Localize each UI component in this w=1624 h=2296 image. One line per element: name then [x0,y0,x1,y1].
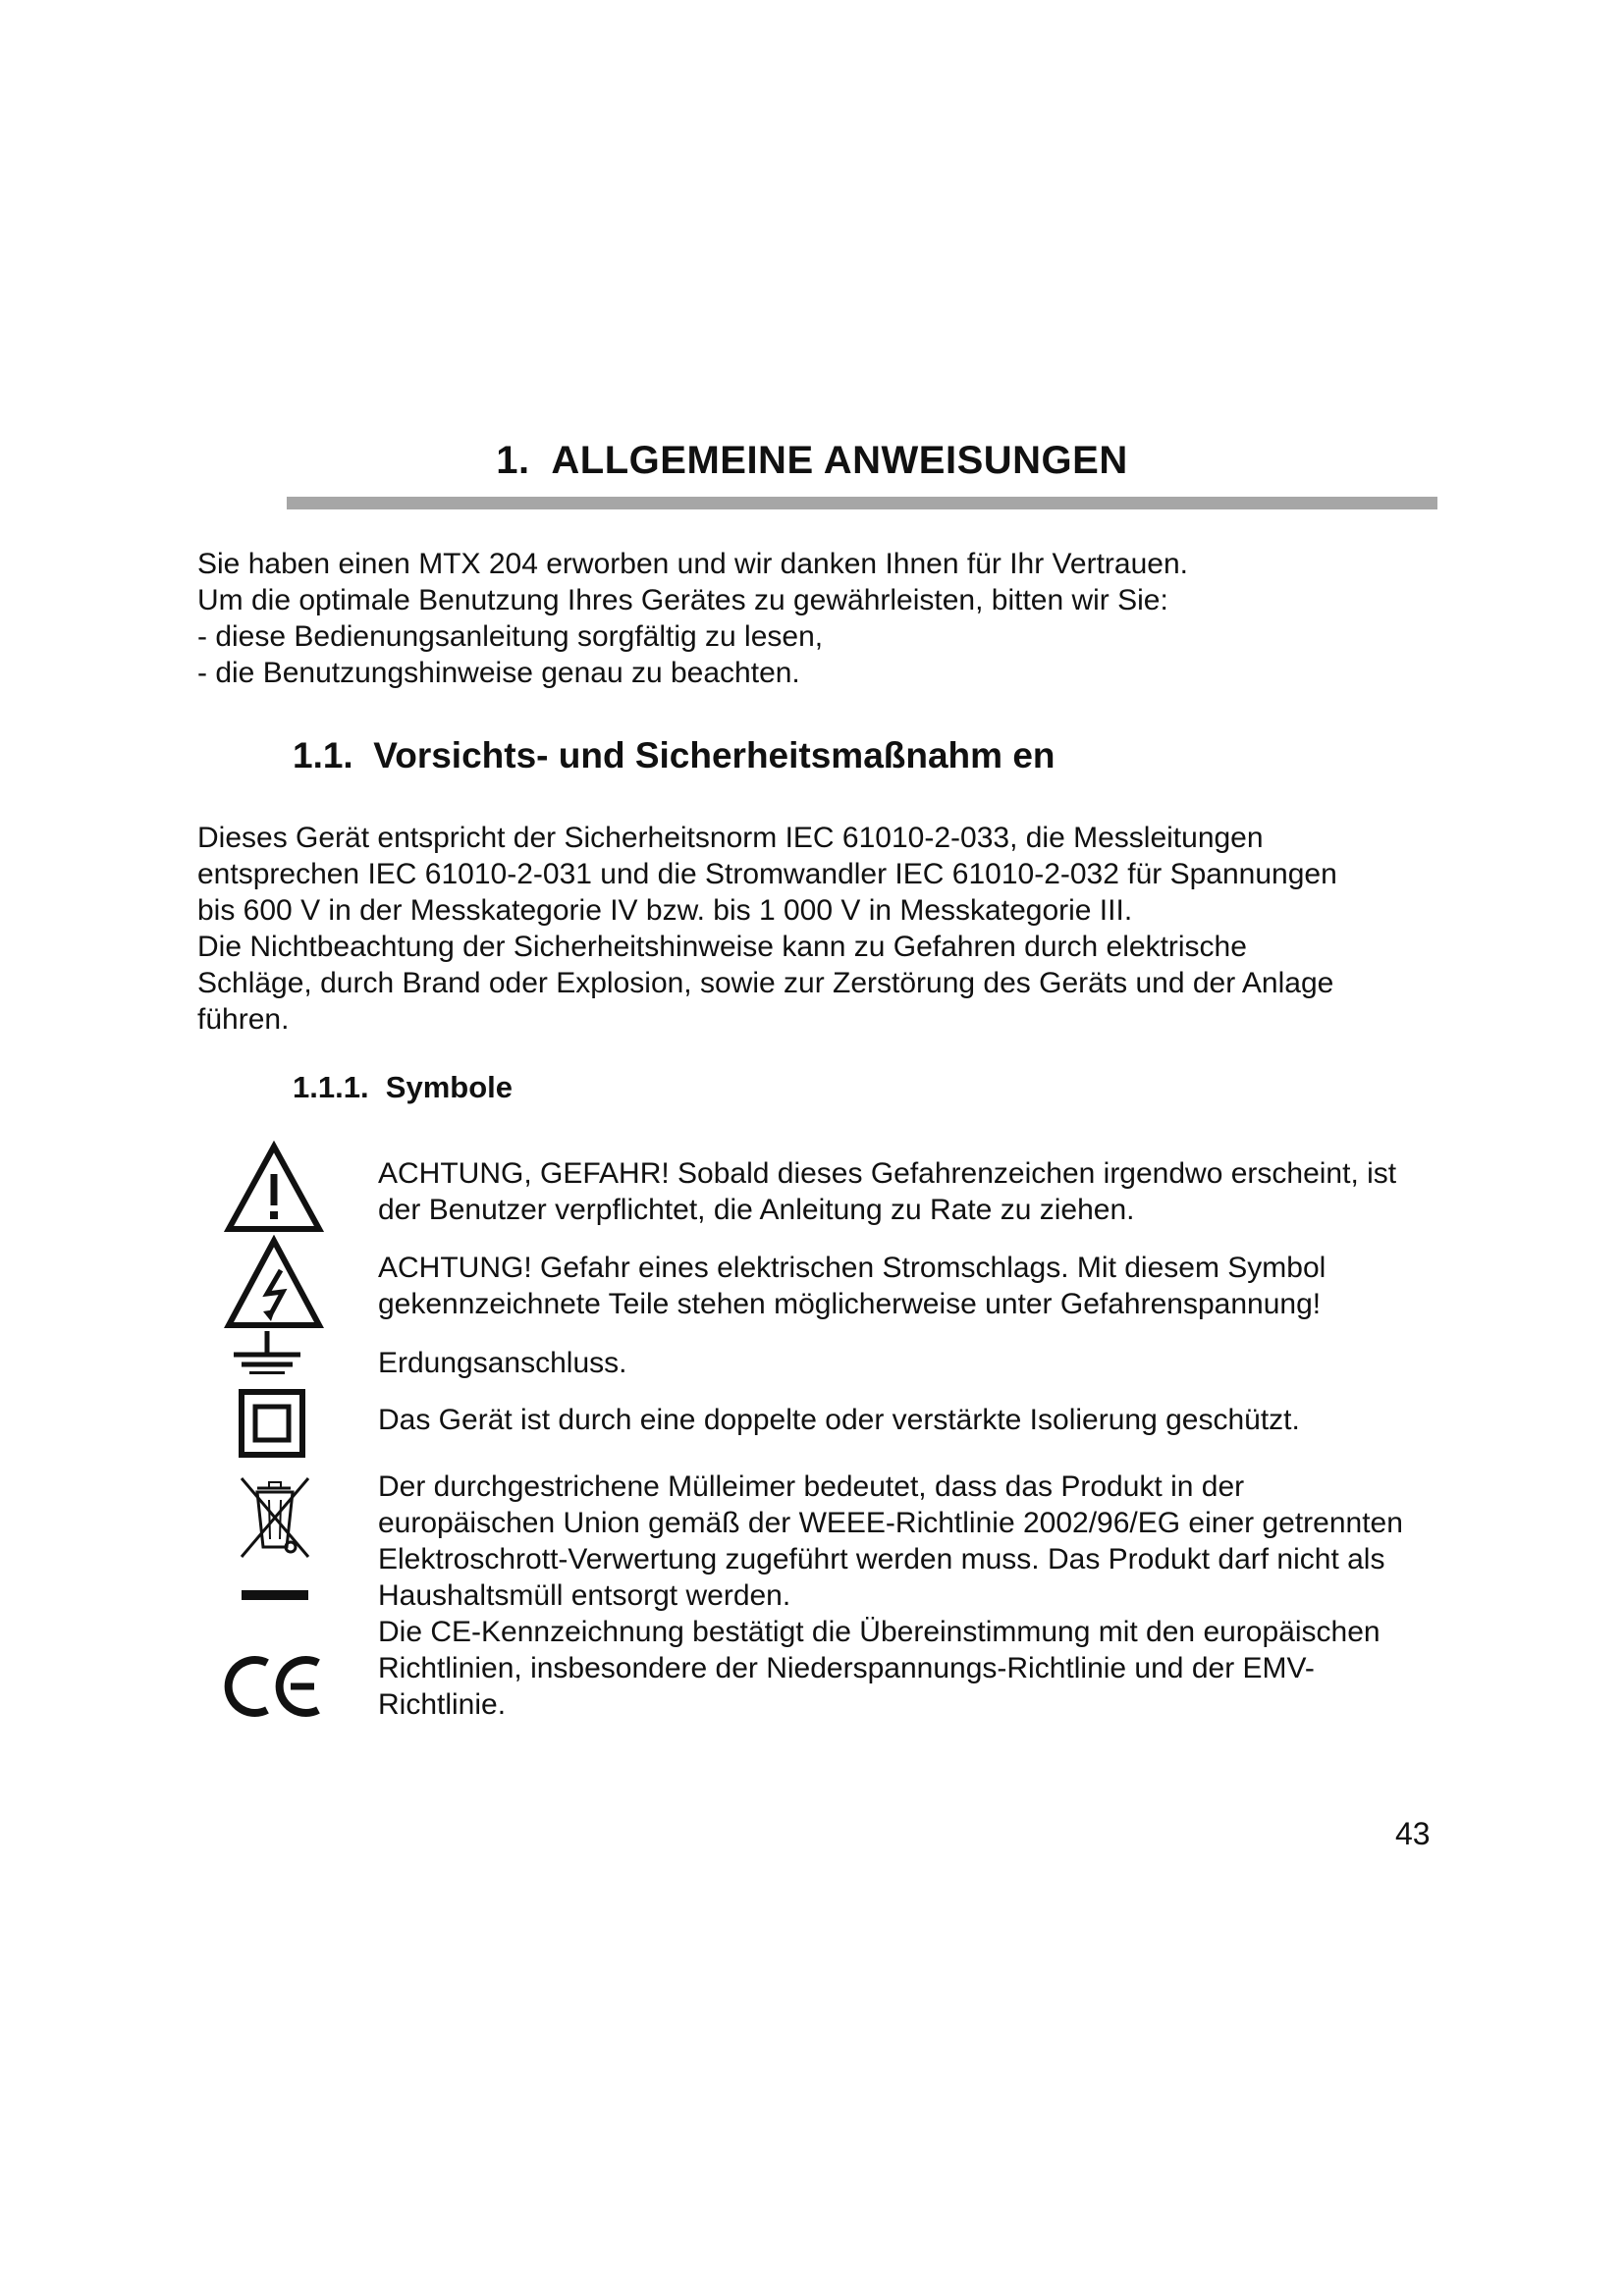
intro-line-3: - diese Bedienungsanleitung sorgfältig zu lesen, [197,620,824,653]
subsection-heading [293,1070,513,1105]
section-line-6: führen. [197,1003,290,1036]
intro-line-4: - die Benutzungshinweise genau zu beachten. [197,657,800,689]
symbol-4-line-1: Das Gerät ist durch eine doppelte oder verstärkte Isolierung geschützt. [378,1404,1300,1436]
symbol-3-line-1: Erdungsanschluss. [378,1347,627,1379]
section-heading [293,735,1056,776]
heading-title: ALLGEMEINE ANWEISUNGEN [551,439,1128,482]
section-title: Vorsichts- und Sicherheitsmaßnahm en [373,735,1056,775]
intro-line-2: Um die optimale Benutzung Ihres Gerätes zu gewährleisten, bitten wir Sie: [197,584,1168,616]
symbol-6-line-3: Richtlinie. [378,1688,507,1721]
ce-mark-icon [224,1653,324,1720]
symbol-6-line-1: Die CE-Kennzeichnung bestätigt die Übereinstimmung mit den europäischen [378,1616,1380,1648]
page-title [0,439,1624,483]
symbol-5-line-2: europäischen Union gemäß der WEEE-Richtlinie 2002/96/EG einer getrennten [378,1507,1403,1539]
heading-underline [287,497,1437,509]
symbol-1-line-2: der Benutzer verpflichtet, die Anleitung zu Rate zu ziehen. [378,1194,1135,1226]
section-line-4: Die Nichtbeachtung der Sicherheitshinweise kann zu Gefahren durch elektrische [197,931,1247,963]
warning-triangle-icon [224,1141,324,1235]
section-line-2: entsprechen IEC 61010-2-031 und die Stromwandler IEC 61010-2-032 für Spannungen [197,858,1337,890]
underline-bar-icon [242,1590,308,1600]
symbol-1-line-1: ACHTUNG, GEFAHR! Sobald dieses Gefahrenzeichen irgendwo erscheint, ist [378,1157,1397,1190]
page-number: 43 [1395,1816,1431,1851]
symbol-5-line-4: Haushaltsmüll entsorgt werden. [378,1579,791,1612]
symbol-2-line-2: gekennzeichnete Teile stehen möglicherweise unter Gefahrenspannung! [378,1288,1322,1320]
section-number: 1.1. [293,735,353,775]
subsection-title: Symbole [385,1070,514,1104]
section-line-5: Schläge, durch Brand oder Explosion, sowie zur Zerstörung des Geräts und der Anlage [197,967,1334,999]
intro-line-1: Sie haben einen MTX 204 erworben und wir danken Ihnen für Ihr Vertrauen. [197,548,1188,580]
symbol-6-line-2: Richtlinien, insbesondere der Niederspannungs-Richtlinie und der EMV- [378,1652,1315,1684]
earth-ground-icon [228,1331,306,1374]
electric-shock-icon [224,1235,324,1333]
section-line-3: bis 600 V in der Messkategorie IV bzw. bis 1 000 V in Messkategorie III. [197,894,1133,927]
double-insulation-icon [239,1389,305,1458]
section-line-1: Dieses Gerät entspricht der Sicherheitsnorm IEC 61010-2-033, die Messleitungen [197,822,1264,854]
symbol-5-line-3: Elektroschrott-Verwertung zugeführt werden muss. Das Produkt darf nicht als [378,1543,1385,1575]
symbol-2-line-1: ACHTUNG! Gefahr eines elektrischen Stromschlags. Mit diesem Symbol [378,1252,1326,1284]
heading-number: 1. [496,439,530,482]
symbol-5-line-1: Der durchgestrichene Mülleimer bedeutet, dass das Produkt in der [378,1470,1245,1503]
subsection-number: 1.1.1. [293,1070,369,1104]
crossed-bin-icon [236,1472,316,1575]
